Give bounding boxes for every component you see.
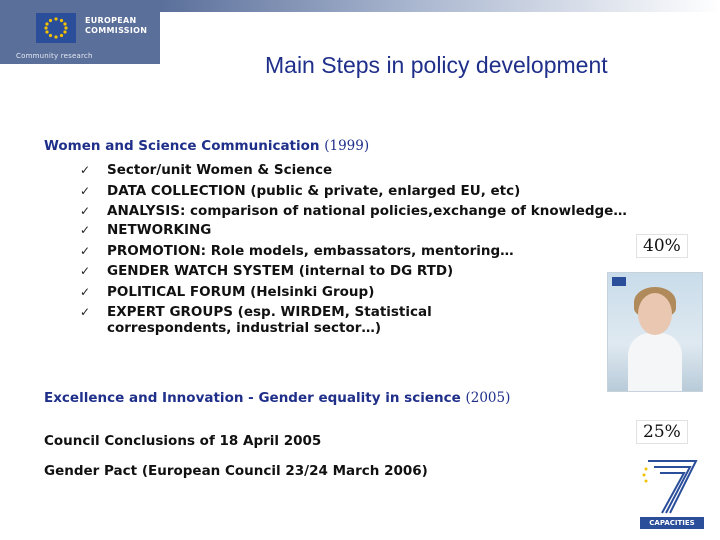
logo-wordmark: [85, 16, 147, 36]
section-heading-text: Excellence and Innovation - Gender equality in science: [44, 390, 461, 406]
check-icon: ✓: [80, 204, 91, 218]
list-item-text: NETWORKING: [107, 222, 212, 238]
section-heading-year: (1999): [324, 138, 370, 154]
poster-figure-face: [638, 293, 672, 335]
logo-line-commission: COMMISSION: [85, 26, 148, 35]
list-item: [80, 282, 620, 303]
fp7-seven-icon: [640, 455, 704, 517]
gender-pact-text: Gender Pact (European Council 23/24 March 2006): [44, 463, 428, 479]
slide-title: Main Steps in policy development: [265, 52, 608, 78]
eu-flag-icon: [612, 277, 626, 286]
list-item: [80, 302, 527, 337]
policy-checklist: [80, 160, 627, 337]
list-item: [80, 220, 620, 241]
check-icon: ✓: [80, 243, 91, 258]
percentage-label-25: 25%: [636, 420, 688, 444]
list-item-text: EXPERT GROUPS (esp. WIRDEM, Statistical correspondents, industrial sector…): [107, 304, 432, 336]
list-item-text: GENDER WATCH SYSTEM (internal to DG RTD): [107, 263, 454, 279]
council-conclusions-text: Council Conclusions of 18 April 2005: [44, 433, 322, 449]
european-commission-logo: [0, 0, 160, 64]
check-icon: ✓: [80, 284, 91, 299]
check-icon: ✓: [80, 163, 91, 177]
check-icon: ✓: [80, 264, 91, 278]
check-icon: ✓: [80, 223, 91, 237]
section-heading-year: (2005): [465, 390, 511, 406]
list-item: [80, 201, 627, 220]
percentage-label-40: 40%: [636, 234, 688, 258]
list-item: [80, 261, 620, 282]
list-item: [80, 160, 620, 181]
list-item-text: DATA COLLECTION (public & private, enlarged EU, etc): [107, 182, 521, 199]
section-heading-text: Women and Science Communication: [44, 138, 320, 154]
eu-flag-icon: [36, 13, 76, 43]
list-item-text: POLITICAL FORUM (Helsinki Group): [107, 283, 375, 300]
check-icon: ✓: [80, 183, 91, 198]
poster-figure-body: [628, 333, 682, 391]
fp7-caption: CAPACITIES: [640, 517, 704, 529]
section-heading-excellence: [44, 390, 510, 406]
list-item-text: ANALYSIS: comparison of national policies,exchange of knowledge…: [107, 203, 627, 219]
list-item: [80, 241, 620, 262]
header-band: [160, 0, 720, 12]
list-item-text: PROMOTION: Role models, embassators, mentoring…: [107, 242, 514, 259]
logo-line-european: EUROPEAN: [85, 16, 137, 25]
list-item-text: Sector/unit Women & Science: [107, 162, 333, 178]
poster-image: [607, 272, 703, 392]
fp7-logo: [640, 455, 704, 529]
check-icon: ✓: [80, 305, 91, 319]
logo-caption: Community research: [16, 52, 93, 60]
section-heading-communication: [44, 138, 369, 154]
list-item: [80, 181, 620, 202]
